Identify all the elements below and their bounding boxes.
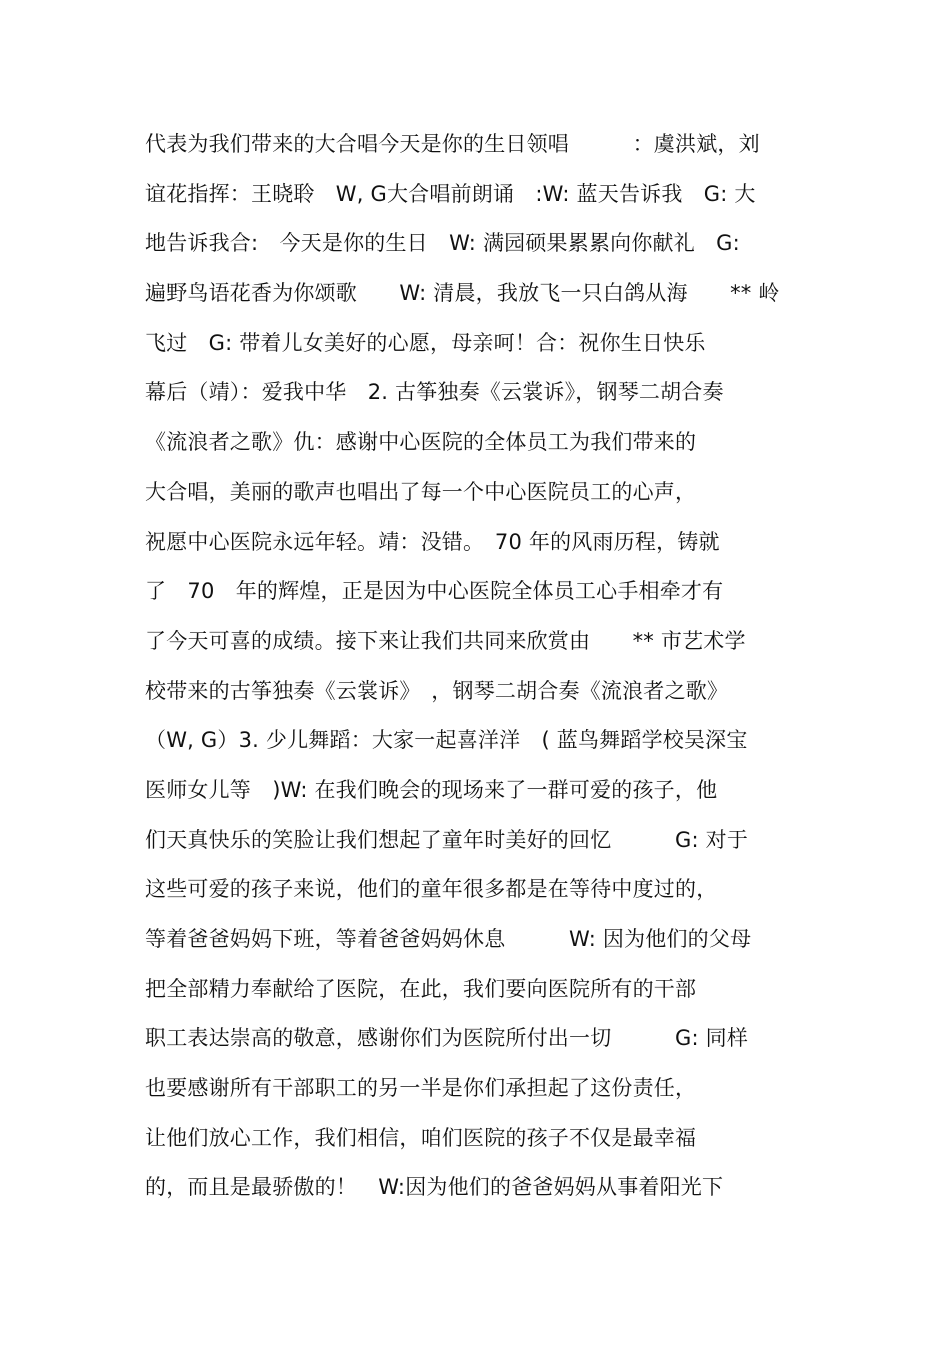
text-line: 幕后（靖）：爱我中华 2. 古筝独奏《云裳诉》，钢琴二胡合奏 [145, 380, 724, 405]
text-line: 的，而且是最骄傲的！ W:因为他们的爸爸妈妈从事着阳光下 [145, 1175, 724, 1200]
text-line: 了今天可喜的成绩。接下来让我们共同来欣赏由 ** 市艺术学 [145, 628, 746, 653]
text-line: 代表为我们带来的大合唱今天是你的生日领唱 ：虞洪斌，刘 [145, 132, 760, 156]
text-line: 把全部精力奉献给了医院，在此，我们要向医院所有的干部 [145, 976, 697, 1001]
text-line: 让他们放心工作，我们相信，咱们医院的孩子不仅是最幸福 [145, 1125, 697, 1150]
text-line: 等着爸爸妈妈下班，等着爸爸妈妈休息 W: 因为他们的父母 [145, 927, 752, 951]
text-line: 医师女儿等 )W: 在我们晚会的现场来了一群可爱的孩子，他 [145, 777, 718, 802]
text-line: 这些可爱的孩子来说，他们的童年很多都是在等待中度过的， [145, 877, 718, 902]
text-line: （W, G）3. 少儿舞蹈：大家一起喜洋洋 ( 蓝鸟舞蹈学校吴深宝 [145, 728, 748, 753]
text-line: 《流浪者之歌》仇：感谢中心医院的全体员工为我们带来的 [145, 430, 697, 455]
text-line: 地告诉我合: 今天是你的生日 W: 满园硕果累累向你献礼 G: [145, 231, 740, 256]
text-line: 校带来的古筝独奏《云裳诉》 ，钢琴二胡合奏《流浪者之歌》 [145, 678, 729, 703]
document-body [145, 120, 825, 1213]
text-line: 飞过 G: 带着儿女美好的心愿，母亲呵！合：祝你生日快乐 [145, 330, 706, 355]
text-line: 了 70 年的辉煌，正是因为中心医院全体员工心手相牵才有 [145, 579, 724, 604]
text-line: 职工表达崇高的敬意，感谢你们为医院所付出一切 G: 同样 [145, 1026, 749, 1051]
text-line: 们天真快乐的笑脸让我们想起了童年时美好的回忆 G: 对于 [145, 827, 749, 852]
text-line: 大合唱，美丽的歌声也唱出了每一个中心医院员工的心声， [145, 479, 697, 504]
text-line: 祝愿中心医院永远年轻。靖：没错。 70 年的风雨历程，铸就 [145, 529, 720, 554]
text-line: 谊花指挥：王晓聆 W, G大合唱前朗诵 :W: 蓝天告诉我 G: 大 [145, 181, 756, 206]
text-line: 遍野鸟语花香为你颂歌 W: 清晨，我放飞一只白鸽从海 ** 岭 [145, 281, 780, 306]
text-line: 也要感谢所有干部职工的另一半是你们承担起了这份责任， [145, 1076, 697, 1101]
